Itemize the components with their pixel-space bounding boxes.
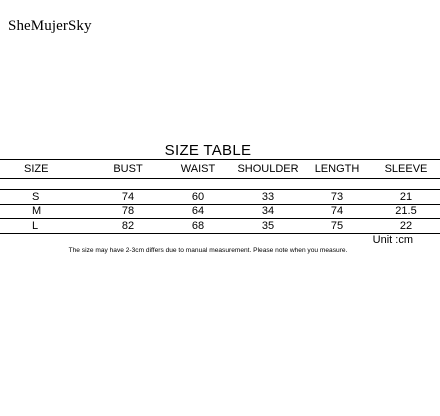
cell-length: 74 [302, 204, 372, 219]
cell-size: M [0, 204, 94, 219]
header-waist: WAIST [162, 160, 234, 179]
cell-shoulder: 35 [234, 219, 302, 234]
cell-waist: 68 [162, 219, 234, 234]
cell-sleeve: 22 [372, 219, 440, 234]
header-bust: BUST [94, 160, 162, 179]
spacer-cell [234, 179, 302, 190]
cell-size: S [0, 190, 94, 205]
cell-bust: 74 [94, 190, 162, 205]
measurement-note: The size may have 2-3cm differs due to manual measurement. Please note when you measure. [68, 247, 348, 254]
spacer-cell [162, 179, 234, 190]
header-size: SIZE [0, 160, 94, 179]
spacer-cell [94, 179, 162, 190]
cell-length: 73 [302, 190, 372, 205]
table-row [0, 190, 440, 205]
header-shoulder: SHOULDER [234, 160, 302, 179]
header-length: LENGTH [302, 160, 372, 179]
table-row [0, 219, 440, 234]
cell-waist: 64 [162, 204, 234, 219]
cell-sleeve: 21 [372, 190, 440, 205]
cell-length: 75 [302, 219, 372, 234]
cell-shoulder: 33 [234, 190, 302, 205]
table-spacer-row [0, 179, 440, 190]
table-header-row [0, 160, 440, 179]
table-title: SIZE TABLE [164, 142, 252, 159]
cell-shoulder: 34 [234, 204, 302, 219]
unit-label: Unit :cm [372, 234, 413, 246]
cell-waist: 60 [162, 190, 234, 205]
size-table [0, 159, 440, 234]
cell-sleeve: 21.5 [372, 204, 440, 219]
spacer-cell [302, 179, 372, 190]
cell-bust: 78 [94, 204, 162, 219]
spacer-cell [0, 179, 94, 190]
header-sleeve: SLEEVE [372, 160, 440, 179]
table-row [0, 204, 440, 219]
brand-logo: SheMujerSky [8, 18, 92, 34]
spacer-cell [372, 179, 440, 190]
cell-bust: 82 [94, 219, 162, 234]
cell-size: L [0, 219, 94, 234]
